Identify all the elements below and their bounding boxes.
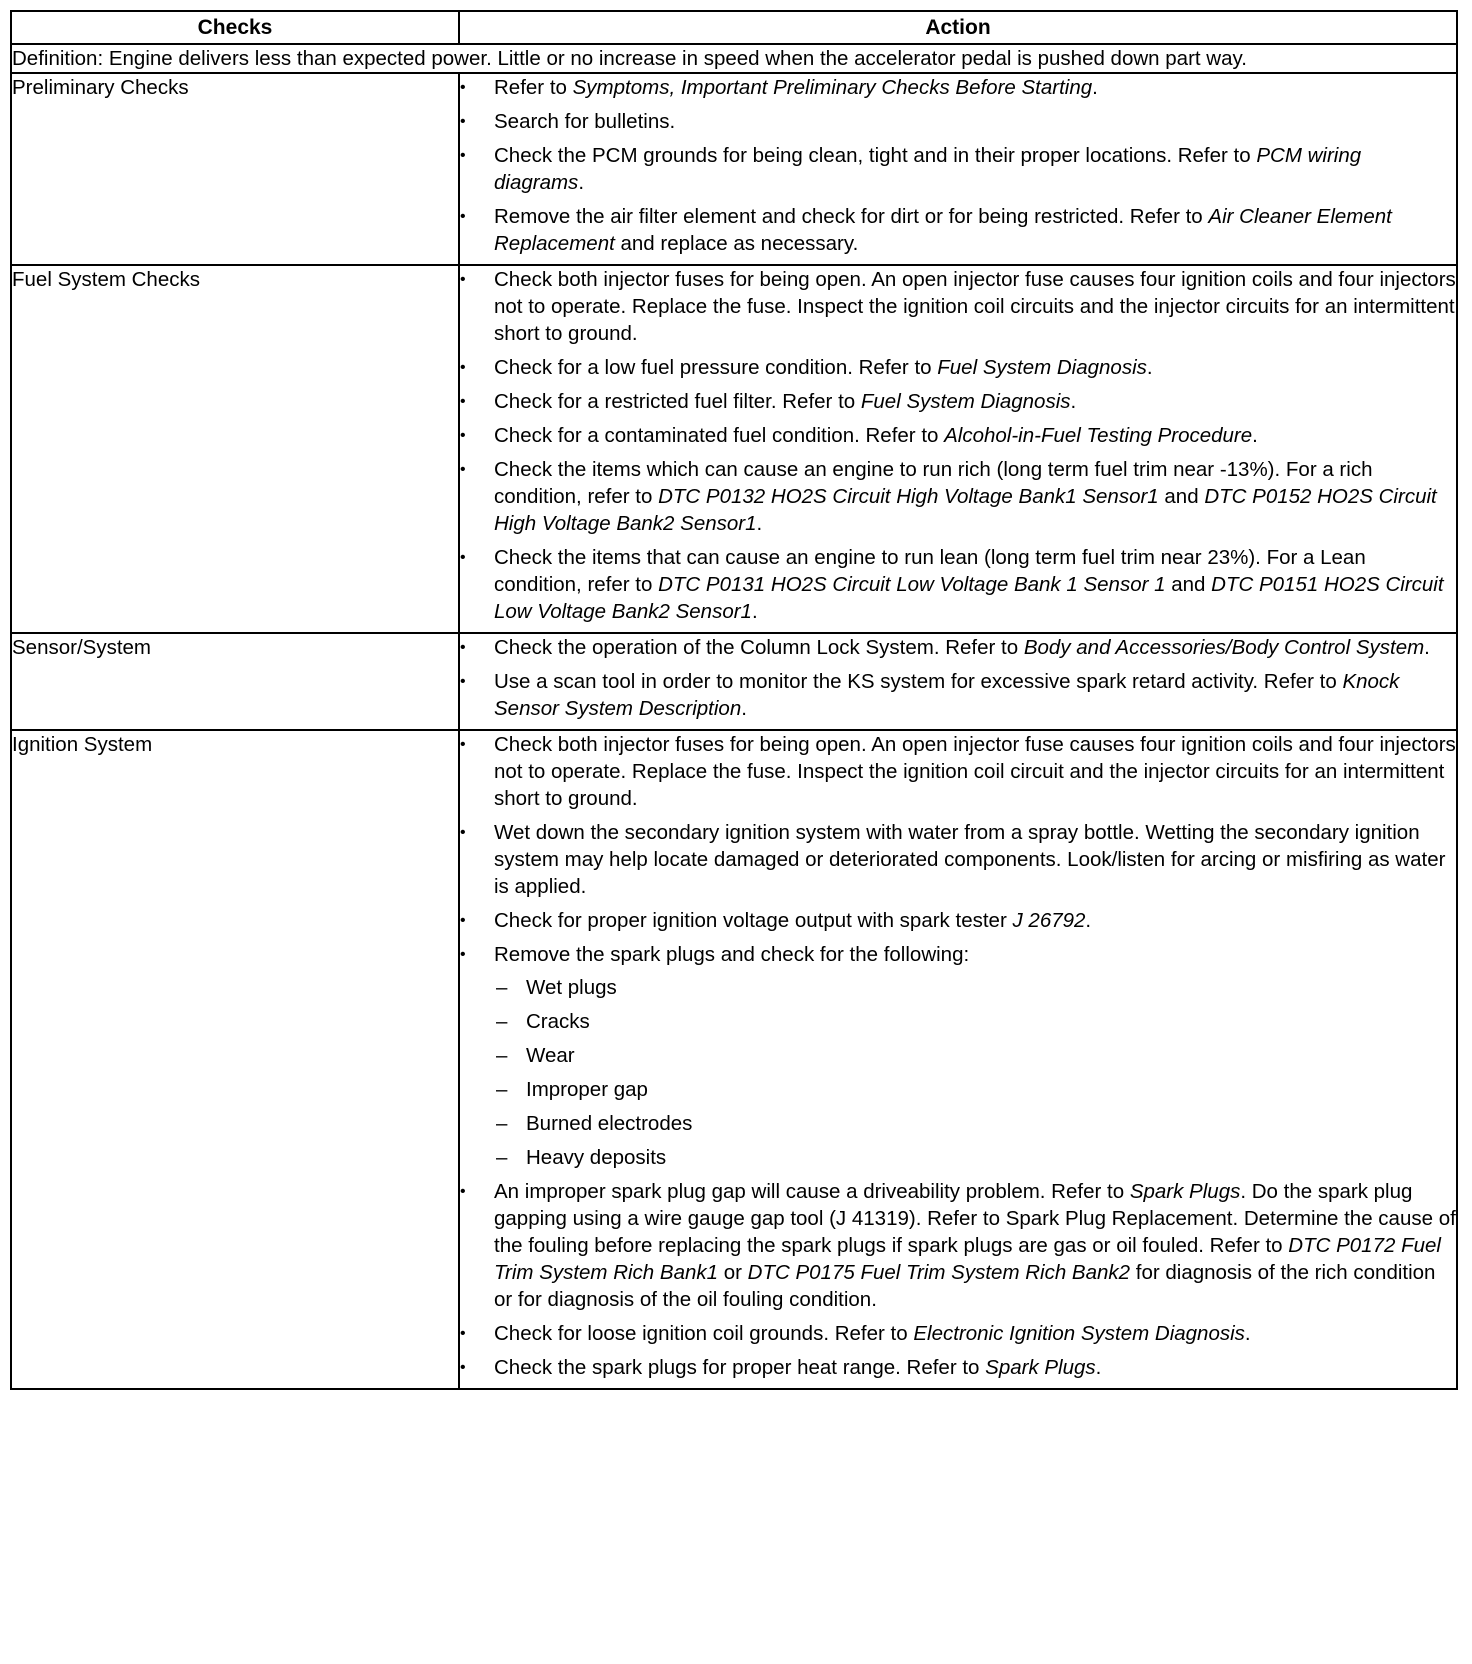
- reference-text: Symptoms, Important Preliminary Checks Before Starting: [572, 76, 1093, 99]
- reference-text: DTC P0132 HO2S Circuit High Voltage Bank1 Sensor1: [658, 485, 1159, 508]
- table-row: [11, 265, 1457, 633]
- action-cell: [459, 73, 1457, 265]
- sub-list-item: – Wet plugs: [494, 974, 1456, 1001]
- action-text: Check the items that can cause an engine to run lean (long term fuel trim near 23%). For a Lean condition, refer to: [494, 546, 1366, 596]
- action-text: Check for a low fuel pressure condition. Refer to: [494, 356, 938, 379]
- column-header-action: Action: [459, 11, 1457, 44]
- action-text: for diagnosis of the rich condition or for diagnosis of the oil fouling condition.: [494, 1261, 1436, 1311]
- action-text: .: [751, 600, 758, 623]
- action-item: [460, 634, 1456, 661]
- action-item: [460, 544, 1456, 625]
- action-text: Search for bulletins.: [494, 110, 676, 133]
- action-text: or: [718, 1261, 748, 1284]
- action-item: [460, 388, 1456, 415]
- action-item: [460, 74, 1456, 101]
- action-item: [460, 731, 1456, 812]
- reference-text: Spark Plugs: [1129, 1180, 1241, 1203]
- action-item: [460, 1354, 1456, 1381]
- reference-text: Electronic Ignition System Diagnosis: [913, 1322, 1245, 1345]
- table-row: [11, 633, 1457, 730]
- sub-list-item: – Heavy deposits: [494, 1144, 1456, 1171]
- action-cell: [459, 265, 1457, 633]
- check-category: Sensor/System: [11, 633, 459, 730]
- action-text: . Do the spark plug gapping using a wire gauge gap tool (J 41319). Refer to Spark Plug Replacement. Determine the cause of the fouling before replacing the spark plugs if spark plugs are gas or oil fouled. Refer to: [494, 1180, 1456, 1257]
- action-item: [460, 142, 1456, 196]
- diagnostic-table: [10, 10, 1458, 1390]
- action-text: .: [1095, 1356, 1102, 1379]
- reference-text: Air Cleaner Element Replacement: [494, 205, 1392, 255]
- table-row: [11, 73, 1457, 265]
- sub-list-item: – Cracks: [494, 1008, 1456, 1035]
- action-text: Refer to: [494, 76, 573, 99]
- action-text: .: [1424, 636, 1430, 659]
- reference-text: Knock Sensor System Description: [494, 670, 1400, 720]
- definition-row: [11, 44, 1457, 73]
- action-item: [460, 266, 1456, 347]
- action-text: Wet down the secondary ignition system with water from a spray bottle. Wetting the secondary ignition system may help locate damaged or deteriorated components. Look/listen for arcing or misfiring as water is applied.: [494, 821, 1446, 898]
- action-text: Check for proper ignition voltage output with spark tester: [494, 909, 1013, 932]
- reference-text: PCM wiring diagrams: [494, 144, 1362, 194]
- action-cell: [459, 730, 1457, 1389]
- action-text: .: [578, 171, 585, 194]
- reference-text: Fuel System Diagnosis: [937, 356, 1147, 379]
- action-item: [460, 819, 1456, 900]
- reference-text: J 26792: [1012, 909, 1086, 932]
- definition-text: Definition: Engine delivers less than expected power. Little or no increase in speed when the accelerator pedal is pushed down part way.: [11, 44, 1457, 73]
- action-text: and replace as necessary.: [614, 232, 859, 255]
- action-text: Check for loose ignition coil grounds. Refer to: [494, 1322, 914, 1345]
- action-text: .: [1252, 424, 1258, 447]
- action-text: Check the PCM grounds for being clean, tight and in their proper locations. Refer to: [494, 144, 1257, 167]
- reference-text: DTC P0151 HO2S Circuit Low Voltage Bank2 Sensor1: [494, 573, 1444, 623]
- action-text: An improper spark plug gap will cause a driveability problem. Refer to: [494, 1180, 1130, 1203]
- reference-text: Fuel System Diagnosis: [860, 390, 1071, 413]
- action-item: [460, 1320, 1456, 1347]
- check-category: Preliminary Checks: [11, 73, 459, 265]
- column-header-checks: Checks: [11, 11, 459, 44]
- action-text: Remove the spark plugs and check for the following:: [494, 943, 970, 966]
- reference-text: DTC P0131 HO2S Circuit Low Voltage Bank 1 Sensor 1: [658, 573, 1166, 596]
- action-item: [460, 422, 1456, 449]
- action-text: .: [756, 512, 763, 535]
- action-text: Use a scan tool in order to monitor the KS system for excessive spark retard activity. Refer to: [494, 670, 1343, 693]
- action-text: Check both injector fuses for being open. An open injector fuse causes four ignition coils and four injectors not to operate. Replace the fuse. Inspect the ignition coil circuits and the injector circuits for an intermittent short to ground.: [494, 268, 1456, 345]
- action-item: [460, 907, 1456, 934]
- action-text: .: [1244, 1322, 1251, 1345]
- check-category: Ignition System: [11, 730, 459, 1389]
- action-text: Check the items which can cause an engine to run rich (long term fuel trim near -13%). For a rich condition, refer to: [494, 458, 1373, 508]
- action-text: .: [1092, 76, 1098, 99]
- action-text: Check for a restricted fuel filter. Refer to: [494, 390, 861, 413]
- action-list: [460, 74, 1456, 257]
- sub-list: [494, 974, 1456, 1171]
- sub-list-item: – Burned electrodes: [494, 1110, 1456, 1137]
- action-text: and: [1165, 573, 1212, 596]
- action-item: [460, 668, 1456, 722]
- action-text: Check for a contaminated fuel condition. Refer to: [494, 424, 945, 447]
- action-item: [460, 941, 1456, 1171]
- reference-text: Alcohol-in-Fuel Testing Procedure: [944, 424, 1253, 447]
- action-text: and: [1158, 485, 1205, 508]
- action-text: .: [741, 697, 747, 720]
- action-text: Check the spark plugs for proper heat range. Refer to: [494, 1356, 986, 1379]
- reference-text: Spark Plugs: [985, 1356, 1096, 1379]
- table-row: [11, 730, 1457, 1389]
- reference-text: Body and Accessories/Body Control System: [1023, 636, 1425, 659]
- table-body: [11, 44, 1457, 1389]
- action-list: [460, 634, 1456, 722]
- action-text: .: [1146, 356, 1153, 379]
- reference-text: DTC P0175 Fuel Trim System Rich Bank2: [747, 1261, 1131, 1284]
- action-text: Remove the air filter element and check for dirt or for being restricted. Refer to: [494, 205, 1209, 228]
- action-text: Check both injector fuses for being open. An open injector fuse causes four ignition coils and four injectors not to operate. Replace the fuse. Inspect the ignition coil circuit and the injector circuits for an intermittent short to ground.: [494, 733, 1456, 810]
- action-text: .: [1085, 909, 1092, 932]
- action-text: Check the operation of the Column Lock System. Refer to: [494, 636, 1024, 659]
- action-item: [460, 354, 1456, 381]
- reference-text: DTC P0152 HO2S Circuit High Voltage Bank2 Sensor1: [494, 485, 1437, 535]
- action-list: [460, 731, 1456, 1381]
- check-category: Fuel System Checks: [11, 265, 459, 633]
- reference-text: DTC P0172 Fuel Trim System Rich Bank1: [494, 1234, 1441, 1284]
- action-item: [460, 456, 1456, 537]
- header-row: [11, 11, 1457, 44]
- action-item: [460, 203, 1456, 257]
- action-item: [460, 1178, 1456, 1313]
- action-text: .: [1070, 390, 1077, 413]
- sub-list-item: – Improper gap: [494, 1076, 1456, 1103]
- action-list: [460, 266, 1456, 625]
- action-item: [460, 108, 1456, 135]
- action-cell: [459, 633, 1457, 730]
- sub-list-item: – Wear: [494, 1042, 1456, 1069]
